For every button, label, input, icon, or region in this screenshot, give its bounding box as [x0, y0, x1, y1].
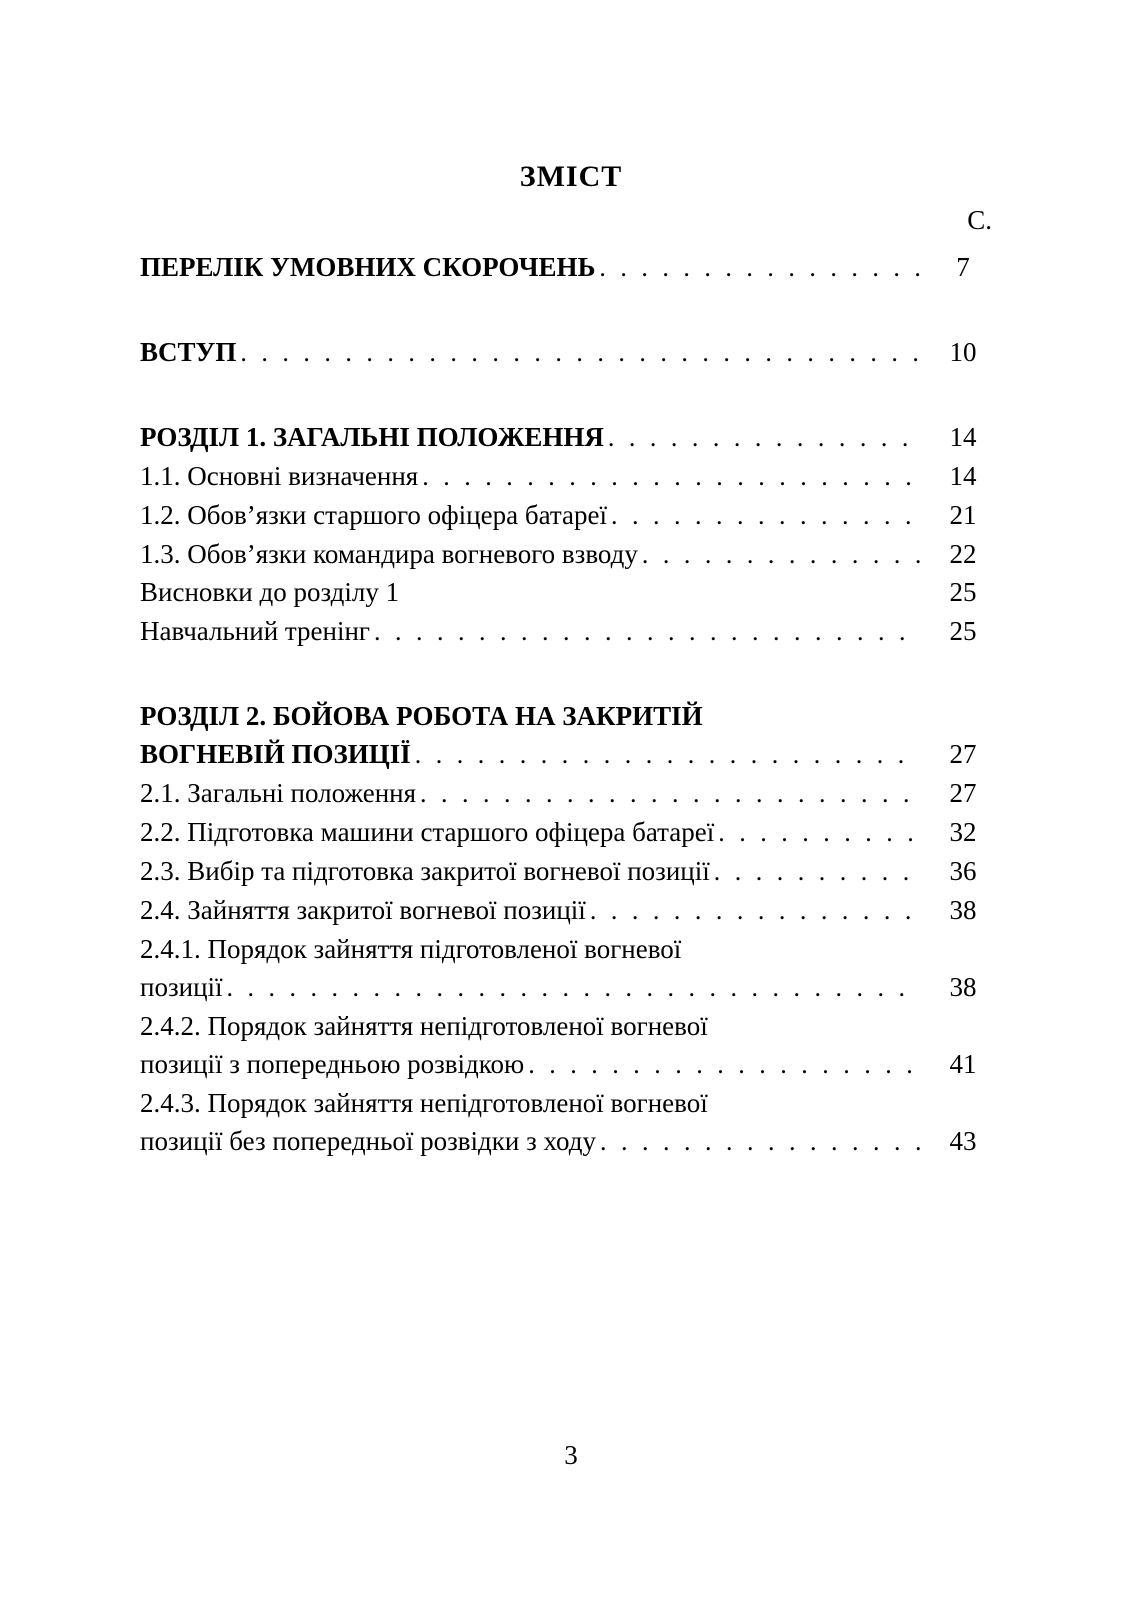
page-column-header: С.: [967, 205, 992, 235]
toc-entry-label: 2.4.3. Порядок зайняття непідготовленої вогневої: [140, 1088, 708, 1118]
toc-entry-label: 2.3. Вибір та підготовка закритої вогневої позиції: [140, 855, 710, 886]
toc-leader-dots: [227, 970, 920, 1007]
toc-entry-label: 1.1. Основні визначення: [140, 460, 419, 491]
toc-entry-2-2[interactable]: [140, 813, 1002, 852]
toc-entry-page: 27: [949, 739, 977, 769]
toc-entry-intro[interactable]: [140, 333, 1002, 372]
toc-entry-label: 2.4. Зайняття закритої вогневої позиції: [140, 894, 586, 925]
toc-entry-page: 10: [949, 336, 977, 367]
toc-entry-page: 32: [949, 816, 977, 847]
toc-leader-dots: [422, 459, 920, 496]
toc-entry-label: 2.4.1. Порядок зайняття підготовленої вогневої: [140, 933, 682, 964]
toc-entry-page: 7: [956, 252, 970, 282]
spacer: [140, 372, 1002, 418]
toc-entry-chapter-2-line-1[interactable]: [140, 697, 1002, 735]
toc-entry-page: 22: [949, 538, 977, 569]
toc-entry-label: ПЕРЕЛІК УМОВНИХ СКОРОЧЕНЬ: [140, 252, 596, 282]
toc-entry-label: 2.2. Підготовка машини старшого офіцера батареї: [140, 816, 715, 847]
toc-entry-abbreviations[interactable]: [140, 248, 1002, 287]
toc-leader-dots: [528, 1047, 920, 1084]
toc-entry-2-4[interactable]: [140, 891, 1002, 930]
toc-entry-page: 21: [949, 499, 977, 530]
toc-leader-dots: [420, 776, 920, 813]
toc-entry-label: РОЗДІЛ 2. БОЙОВА РОБОТА НА ЗАКРИТІЙ: [140, 700, 703, 731]
spacer: [140, 287, 1002, 333]
toc-entry-2-1[interactable]: [140, 774, 1002, 813]
toc-entry-conclusions-1[interactable]: [140, 573, 1002, 611]
toc-entry-2-4-2-line-1[interactable]: [140, 1007, 1002, 1045]
toc-entry-label: 2.4.2. Порядок зайняття непідготовленої вогневої: [140, 1010, 708, 1041]
toc-entry-2-4-2-line-2[interactable]: [140, 1045, 1002, 1084]
toc-entry-label: 1.3. Обов’язки командира вогневого взводу: [140, 538, 638, 569]
toc-entry-1-1[interactable]: [140, 457, 1002, 496]
toc-entry-2-4-3-line-2[interactable]: [140, 1122, 1002, 1161]
toc-entry-label: позиції без попередньої розвідки з ходу: [140, 1126, 596, 1157]
toc-entry-page: 38: [949, 894, 977, 925]
toc-entry-label: позиції з попередньою розвідкою: [140, 1049, 525, 1080]
toc-leader-dots: [240, 335, 920, 372]
table-of-contents: [140, 248, 1002, 1161]
toc-leader-dots: [718, 815, 920, 852]
toc-entry-page: 43: [949, 1126, 977, 1157]
toc-entry-page: 36: [949, 855, 977, 886]
toc-entry-2-4-3-line-1[interactable]: [140, 1084, 1002, 1122]
toc-leader-dots: [415, 737, 920, 774]
toc-leader-dots: [590, 893, 920, 930]
toc-leader-dots: [642, 537, 920, 574]
toc-entry-chapter-1[interactable]: [140, 418, 1002, 457]
toc-entry-label: Навчальний тренінг: [140, 615, 370, 646]
toc-entry-1-3[interactable]: [140, 535, 1002, 574]
toc-entry-page: 25: [949, 577, 977, 608]
toc-leader-dots: [600, 1124, 920, 1161]
page-folio-number: 3: [564, 1440, 578, 1470]
toc-leader-dots: [608, 420, 920, 457]
toc-entry-label: позиції: [140, 971, 223, 1002]
toc-entry-page: 25: [949, 615, 977, 646]
page-title: ЗМІСТ: [519, 160, 623, 193]
toc-entry-2-3[interactable]: [140, 852, 1002, 891]
toc-entry-label: 2.1. Загальні положення: [140, 777, 417, 808]
toc-entry-label: ВСТУП: [140, 336, 237, 367]
toc-leader-dots: [714, 854, 920, 891]
toc-entry-2-4-1-line-1[interactable]: [140, 930, 1002, 968]
toc-entry-page: 41: [949, 1049, 977, 1080]
toc-entry-label: РОЗДІЛ 1. ЗАГАЛЬНІ ПОЛОЖЕННЯ: [140, 421, 604, 452]
toc-entry-page: 14: [949, 460, 977, 491]
toc-entry-label: 1.2. Обов’язки старшого офіцера батареї: [140, 499, 607, 530]
toc-leader-dots: [611, 498, 920, 535]
toc-entry-label: Висновки до розділу 1: [140, 577, 400, 608]
toc-entry-page: 38: [949, 971, 977, 1002]
toc-leader-dots: [599, 250, 920, 287]
toc-entry-page: 27: [949, 777, 977, 808]
spacer: [140, 651, 1002, 697]
toc-leader-dots: [374, 614, 920, 651]
toc-entry-2-4-1-line-2[interactable]: [140, 968, 1002, 1007]
toc-entry-page: 14: [949, 421, 977, 452]
toc-entry-label: ВОГНЕВІЙ ПОЗИЦІЇ: [140, 739, 411, 769]
toc-entry-chapter-2-line-2[interactable]: [140, 735, 1002, 774]
toc-entry-training-1[interactable]: [140, 612, 1002, 651]
toc-entry-1-2[interactable]: [140, 496, 1002, 535]
